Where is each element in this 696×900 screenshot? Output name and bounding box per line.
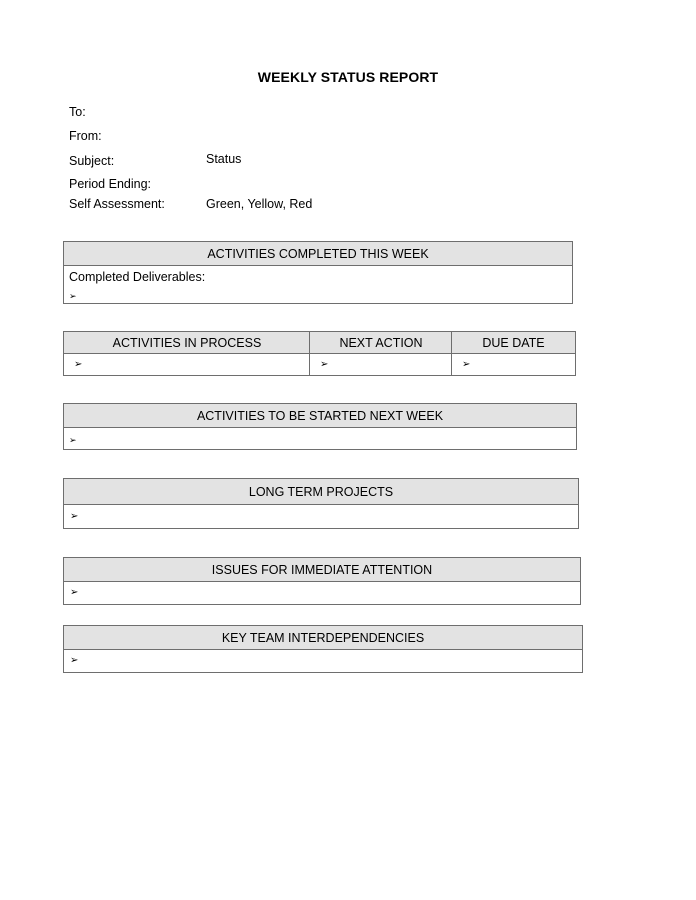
issues-body [64,582,580,604]
next-week-activities-section [63,403,577,450]
period-ending-label: Period Ending: [69,177,152,191]
interdependencies-body [64,650,582,672]
next-week-activities-body [64,428,576,449]
bullet-icon: ➢ [70,655,79,666]
activities-in-process-header: ACTIVITIES IN PROCESS [64,332,310,354]
subject-value: Status [206,152,242,166]
bullet-icon: ➢ [70,587,79,598]
bullet-icon: ➢ [69,291,77,301]
to-label: To: [69,105,86,119]
completed-activities-body [64,266,572,303]
bullet-icon: ➢ [74,359,83,370]
next-action-header: NEXT ACTION [310,332,452,354]
due-date-header: DUE DATE [452,332,575,354]
bullet-icon: ➢ [70,511,79,522]
interdependencies-section [63,625,583,673]
column-divider [451,332,452,375]
next-week-activities-header: ACTIVITIES TO BE STARTED NEXT WEEK [64,404,576,428]
bullet-icon: ➢ [462,359,471,370]
long-term-projects-section [63,478,579,529]
activities-in-process-table [63,331,576,376]
column-divider [309,332,310,375]
issues-header: ISSUES FOR IMMEDIATE ATTENTION [64,558,580,582]
bullet-icon: ➢ [69,435,77,445]
long-term-projects-body [64,505,578,528]
issues-section [63,557,581,605]
long-term-projects-header: LONG TERM PROJECTS [64,479,578,505]
bullet-icon: ➢ [320,359,329,370]
subject-label: Subject: [69,154,115,168]
completed-deliverables-label: Completed Deliverables: [69,270,206,284]
self-assessment-value: Green, Yellow, Red [206,197,313,211]
from-label: From: [69,129,102,143]
interdependencies-header: KEY TEAM INTERDEPENDENCIES [64,626,582,650]
completed-activities-section [63,241,573,304]
page-title: WEEKLY STATUS REPORT [257,69,439,85]
completed-activities-header: ACTIVITIES COMPLETED THIS WEEK [64,242,572,266]
self-assessment-label: Self Assessment: [69,197,165,211]
